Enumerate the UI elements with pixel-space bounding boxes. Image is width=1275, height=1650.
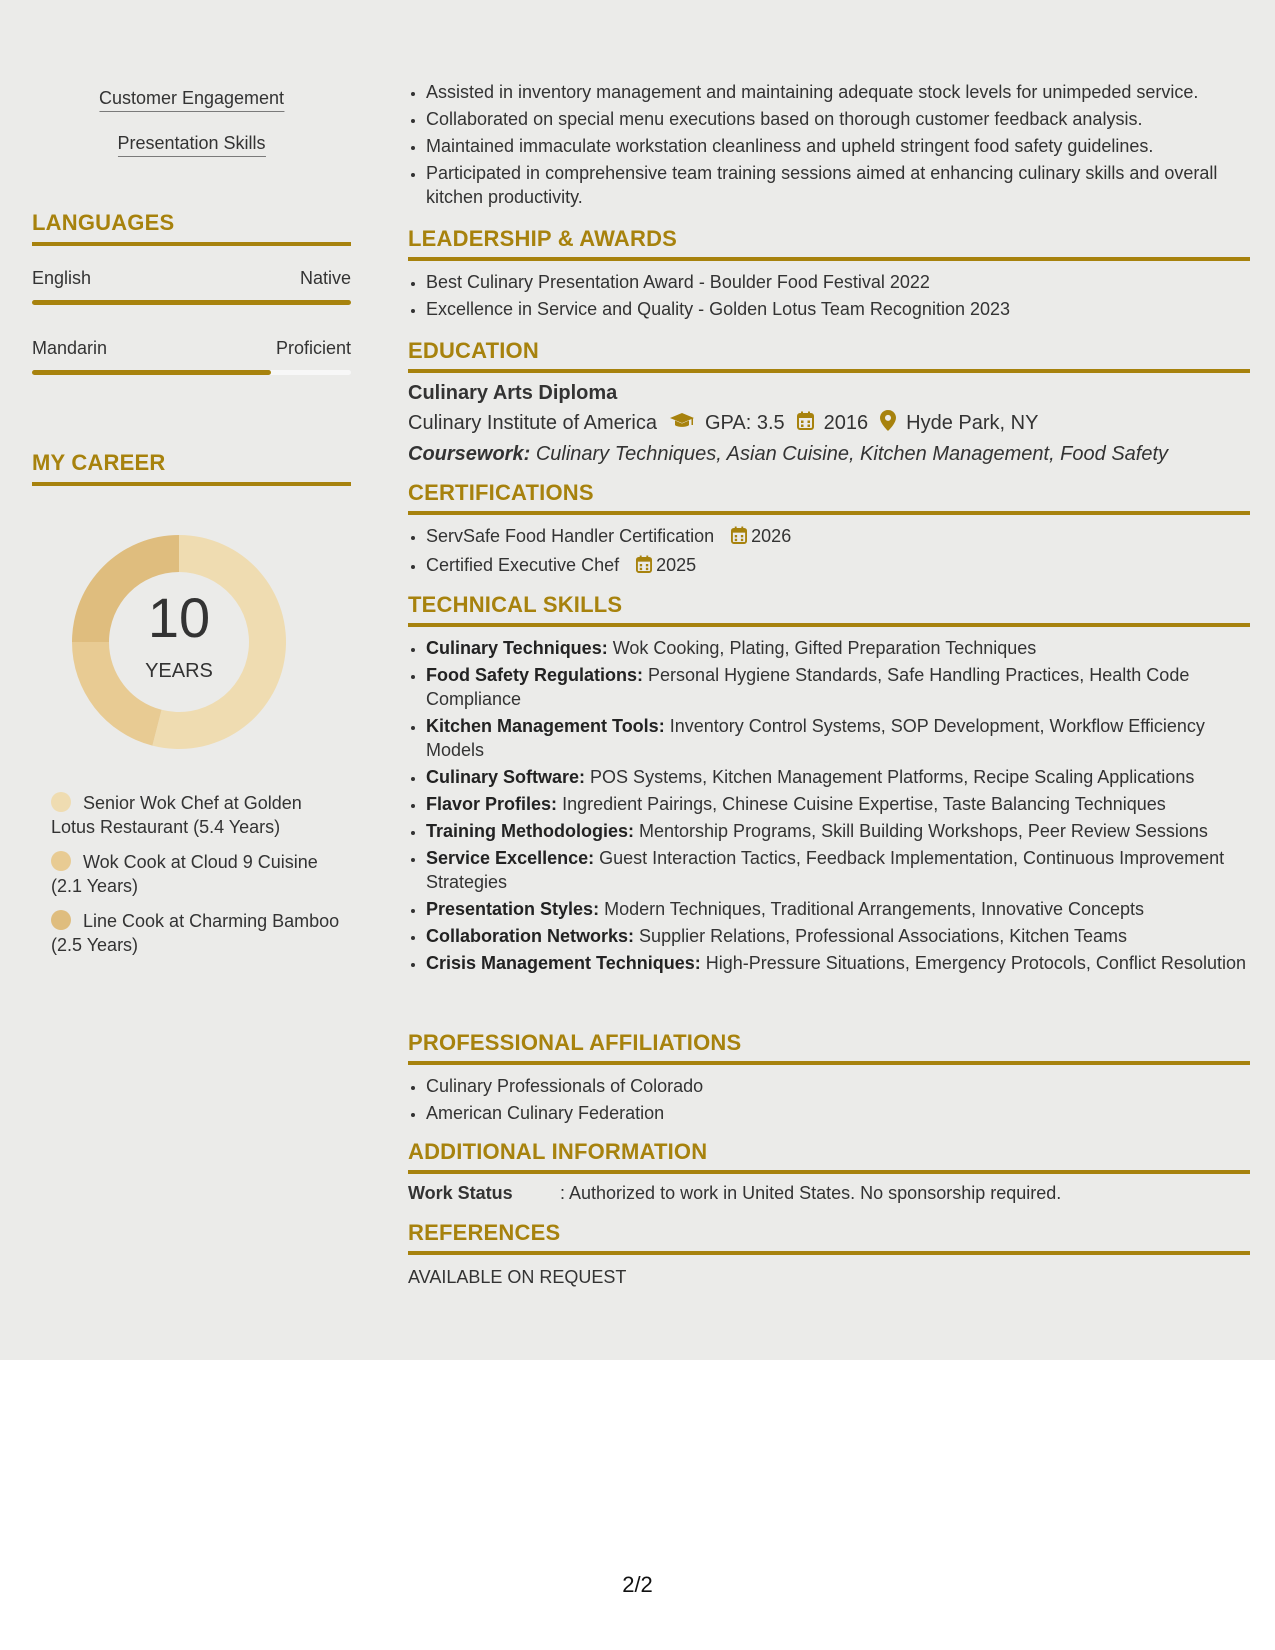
list-item — [426, 897, 1250, 921]
section-rule — [408, 257, 1250, 261]
section-title-languages: LANGUAGES — [32, 210, 175, 235]
list-item — [426, 819, 1250, 843]
skill-label: Food Safety Regulations: — [426, 665, 644, 685]
career-donut-chart — [32, 522, 351, 762]
cert-year: 2025 — [656, 555, 697, 575]
additional-info-section — [408, 1139, 1250, 1204]
list-item — [426, 714, 1250, 762]
section-rule — [408, 1061, 1250, 1065]
section-title-certifications: CERTIFICATIONS — [408, 480, 594, 505]
edu-year: 2016 — [823, 412, 869, 434]
section-title-technical-skills: TECHNICAL SKILLS — [408, 592, 623, 617]
list-item — [426, 765, 1250, 789]
language-level: Proficient — [275, 338, 351, 358]
list-item: • Maintained immaculate workstation cleanliness and upheld stringent food safety guidelines. — [426, 134, 1268, 158]
calendar-icon — [731, 526, 747, 550]
section-rule — [408, 1251, 1250, 1255]
location-pin-icon — [880, 410, 896, 437]
list-item — [426, 951, 1250, 975]
skill-text: Ingredient Pairings, Chinese Cuisine Expertise, Taste Balancing Techniques — [562, 794, 1166, 814]
list-item — [426, 792, 1250, 816]
affiliations-list — [408, 1074, 1250, 1125]
work-status-label: Work Status — [408, 1183, 513, 1203]
certifications-list — [408, 524, 1250, 579]
calendar-icon — [797, 411, 814, 436]
graduation-cap-icon — [669, 412, 695, 436]
calendar-icon — [636, 555, 652, 579]
language-row — [32, 268, 351, 289]
skill-text: High-Pressure Situations, Emergency Protocols, Conflict Resolution — [705, 953, 1246, 973]
skill-text: Guest Interaction Tactics, Feedback Implementation, Continuous Improvement Strategies — [426, 848, 1225, 892]
skill-label: Training Methodologies: — [426, 821, 634, 841]
language-bar-fill — [32, 370, 271, 375]
references-section — [408, 1220, 1250, 1288]
language-bar — [32, 370, 351, 375]
career-section — [32, 450, 351, 486]
section-title-education: EDUCATION — [408, 338, 539, 363]
certifications-section — [408, 480, 1250, 579]
language-row — [32, 338, 351, 359]
technical-skills-section — [408, 592, 1250, 975]
list-item: • Culinary Professionals of Colorado — [426, 1074, 1250, 1098]
career-legend-label: Wok Cook at Cloud 9 Cuisine (2.1 Years) — [51, 852, 318, 896]
work-status-row — [408, 1183, 1250, 1204]
section-rule — [408, 623, 1250, 627]
edu-school: Culinary Institute of America — [408, 412, 657, 434]
edu-coursework — [408, 443, 1250, 466]
section-rule — [32, 482, 351, 486]
section-rule — [408, 1170, 1250, 1174]
education-section — [408, 338, 1250, 466]
skill-label: Culinary Software: — [426, 767, 586, 787]
list-item: • Participated in comprehensive team training sessions aimed at enhancing culinary skills and overall kitchen productivity. — [426, 161, 1268, 209]
section-title-career: MY CAREER — [32, 450, 166, 475]
skill-label: Presentation Styles: — [426, 899, 600, 919]
skill-text: POS Systems, Kitchen Management Platforms, Recipe Scaling Applications — [590, 767, 1195, 787]
cert-name: Certified Executive Chef — [426, 555, 620, 575]
skill-text: Personal Hygiene Standards, Safe Handling Practices, Health Code Compliance — [426, 665, 1190, 709]
edu-location: Hyde Park, NY — [906, 412, 1039, 434]
skill-text: Inventory Control Systems, SOP Development, Workflow Efficiency Models — [426, 716, 1205, 760]
list-item — [426, 524, 1250, 550]
skill-label: Service Excellence: — [426, 848, 595, 868]
coursework-text: Culinary Techniques, Asian Cuisine, Kitchen Management, Food Safety — [535, 443, 1169, 465]
experience-bullets — [408, 80, 1268, 209]
language-name: English — [32, 268, 92, 288]
section-title-additional: ADDITIONAL INFORMATION — [408, 1139, 708, 1164]
language-bar — [32, 300, 351, 305]
legend-dot — [51, 792, 71, 812]
donut-segment-2 — [72, 642, 162, 746]
list-item — [426, 846, 1250, 894]
skill-label: Flavor Profiles: — [426, 794, 558, 814]
list-item — [426, 553, 1250, 579]
career-unit: YEARS — [145, 660, 213, 682]
section-title-affiliations: PROFESSIONAL AFFILIATIONS — [408, 1030, 742, 1055]
career-legend-item — [51, 909, 341, 957]
skill-label: Culinary Techniques: — [426, 638, 608, 658]
language-level: Native — [299, 268, 351, 288]
career-total: 10 — [147, 586, 211, 649]
skill-label: Crisis Management Techniques: — [426, 953, 701, 973]
section-title-awards: LEADERSHIP & AWARDS — [408, 226, 678, 251]
list-item — [426, 636, 1250, 660]
list-item: • Best Culinary Presentation Award - Boulder Food Festival 2022 — [426, 270, 1250, 294]
list-item: • Collaborated on special menu executions based on thorough customer feedback analysis. — [426, 107, 1268, 131]
awards-section — [408, 226, 1250, 321]
cert-name: ServSafe Food Handler Certification — [426, 526, 715, 546]
skill-tag: Presentation Skills — [117, 133, 265, 157]
language-bar-fill — [32, 300, 351, 305]
affiliations-section — [408, 1030, 1250, 1125]
cert-year: 2026 — [751, 526, 792, 546]
technical-skills-list — [408, 636, 1250, 975]
language-name: Mandarin — [32, 338, 108, 358]
career-legend-label: Line Cook at Charming Bamboo (2.5 Years) — [51, 911, 340, 955]
list-item: • Assisted in inventory management and maintaining adequate stock levels for unimpeded service. — [426, 80, 1268, 104]
career-legend-item — [51, 791, 341, 839]
edu-gpa: GPA: 3.5 — [705, 412, 785, 434]
section-rule — [408, 511, 1250, 515]
list-item — [426, 663, 1250, 711]
languages-section — [32, 210, 351, 375]
section-rule — [408, 369, 1250, 373]
career-legend-label: Senior Wok Chef at Golden Lotus Restaurant (5.4 Years) — [51, 793, 302, 837]
career-legend-item — [51, 850, 341, 898]
edu-degree: Culinary Arts Diploma — [408, 382, 618, 404]
skill-tag: Customer Engagement — [99, 88, 284, 112]
list-item: • Excellence in Service and Quality - Golden Lotus Team Recognition 2023 — [426, 297, 1250, 321]
section-rule — [32, 242, 351, 246]
references-value: AVAILABLE ON REQUEST — [408, 1267, 627, 1287]
awards-list — [408, 270, 1250, 321]
list-item — [426, 924, 1250, 948]
career-legend — [51, 791, 341, 957]
section-title-references: REFERENCES — [408, 1220, 561, 1245]
skill-label: Collaboration Networks: — [426, 926, 635, 946]
skill-text: Mentorship Programs, Skill Building Workshops, Peer Review Sessions — [639, 821, 1208, 841]
skill-text: Wok Cooking, Plating, Gifted Preparation Techniques — [612, 638, 1037, 658]
edu-details — [408, 410, 1250, 437]
skill-text: Modern Techniques, Traditional Arrangements, Innovative Concepts — [604, 899, 1145, 919]
legend-dot — [51, 910, 71, 930]
list-item: • American Culinary Federation — [426, 1101, 1250, 1125]
coursework-label: Coursework: — [408, 443, 531, 465]
legend-dot — [51, 851, 71, 871]
skill-label: Kitchen Management Tools: — [426, 716, 665, 736]
work-status-value: : Authorized to work in United States. No sponsorship required. — [560, 1183, 1062, 1203]
skill-text: Supplier Relations, Professional Associations, Kitchen Teams — [639, 926, 1127, 946]
page-number: 2/2 — [622, 1572, 653, 1597]
